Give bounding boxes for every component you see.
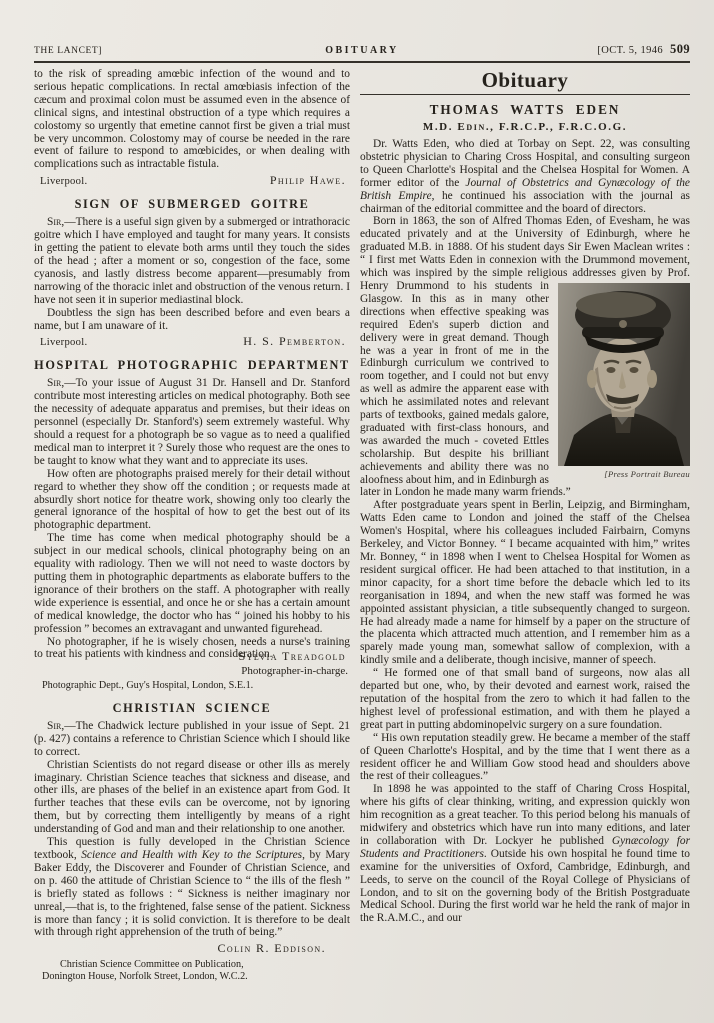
obituary-paragraph-1: Dr. Watts Eden, who died at Torbay on Sept. 22, was consulting obstetric physician to Charing Cross Hospital, and consulting surgeon to Queen Charlotte's Hospital and the Chelsea Hospital for Women. A former editor of the Journal of Obstetrics and Gynæcology of the British Empire, he continued his association with the journal as chairman of the editorial committee and the board of directors. [360,138,690,215]
masthead-date: [OCT. 5, 1946 [597,45,664,56]
signature-name: Colin R. Eddison. [217,941,326,956]
christian-science-paragraph-3: This question is fully developed in the Christian Science textbook, Science and Health with Key to the Scriptures, by Mary Baker Eddy, the Discoverer and Founder of Christian Science, and on p. 460 the attitude of Christian Science to “ the ills of the flesh ” is briefly stated as follows : “ Sickness is neither imaginary nor unreal,—that is, to the frightened, false sense of the patient. Sickness is more than fancy ; it is solid conviction. It is therefore to be dealt with through right apprehension of the truth of being.” [34,836,351,939]
right-column-obituary [360,68,690,983]
signature-row [40,173,350,188]
christian-science-paragraph-2: Christian Scientists do not regard disease or other ills as merely imaginary. Christian Science teaches that sickness and disease, and other ills, are phases of the belief in an existence apart from God. It further teaches that these evils can be overcome, not by ignoring them, but by correcting them intelligently by means of a right understanding of God and man and their relationship to one another. [34,758,350,836]
journal-title-italic: Journal of Obstetrics and Gynæcology of the British Empire [360,176,690,202]
letter-continuation-paragraph: to the risk of spreading amœbic infection of the wound and to serious hepatic complications. In rectal amœbiasis infection of the cæcum and proximal colon must be assumed even in the absence of clinical signs, and intestinal obstruction of a type which requires a colostomy so urgently that emetine cannot first be given a trial must be very uncommon. Colostomy may of course be needed in the rare event of failure to respond to amœbicides, or when dealing with complications such as intractable fistula. [34,68,350,171]
goitre-paragraph-2: Doubtless the sign has been described before and even bears a name, but I am unaware of it. [34,306,350,332]
book-title-italic: Science and Health with Key to the Scriptures [81,849,303,861]
signature-role: Photographer-in-charge. [241,665,348,678]
signature-row [40,334,350,349]
deceased-degrees: M.D. Edin., F.R.C.P., F.R.C.O.G. [422,121,628,133]
photo-dept-paragraph-2: How often are photographs praised merely for their detail without regard to whether they show off the condition ; or requests made at absurdly short notice for theatre work, showing only too clearly the general ignorance of the hospital of how to get the best out of its photographic department. [34,467,350,532]
deceased-name-heading: THOMAS WATTS EDEN [429,102,621,117]
portrait-photo [558,283,690,466]
left-column [34,68,350,983]
signature-place: Liverpool. [40,176,88,188]
sir-salutation: Sir [47,377,62,390]
obituary-paragraph-2: Born in 1863, the son of Alfred Thomas Eden, of Evesham, he was educated privately and at the University of Edinburgh, where he graduated M.B. in 1888. Of his student days Sir Ewen Maclean writes : “ I first met Watts Eden in connexion with the Drummond movement, which was inspired by the simple religious [Press Portrait Bureau addresses given by Prof. Henry Drummond to his students in Glasgow. In this as in many other directions when effective speaking was required Eden's superb diction and delivery were in great demand. Though he was a year in front of me in the Edinburgh curriculum we contrived to room together, and I could not but envy as well as admire the apparent ease with which he assimilated notes and relevant parts of textbooks, gained medals galore, graduated with first-class honours, and was awarded the much - coveted Ettles scholarship. But despite his brilliant achievements and ability there was no aloofness about him, and in Edinburgh as later in London he made many warm friends.” [360,215,690,499]
signature-name: H. S. Pemberton. [243,334,346,349]
masthead [34,42,690,63]
letter-heading-photographic: HOSPITAL PHOTOGRAPHIC DEPARTMENT [34,358,350,373]
photo-dept-paragraph-1: Sir,—To your issue of August 31 Dr. Hansell and Dr. Stanford contribute most interesting articles on medical photography. Both see the necessity of adequate apparatus and premises, but their ideas on personnel (especially Dr. Stanford's) seem extremely wasteful. Why should a request for a photograph be so vague as to need a qualified medical man to interpret it ? Surely those who request are the ones to be taught to know what they want and to appreciate its uses. [34,377,350,467]
book-title-italic: Gynæcology for Students and Practitioners [360,834,691,860]
sir-salutation: Sir [47,216,62,229]
two-column-body [34,68,690,983]
photo-dept-paragraph-4: No photographer, if he is wisely chosen, needs a nurse's training to treat his patients with kindness and consideration. [34,635,350,661]
masthead-date-page [520,42,690,57]
signature-name: Sylvia Treadgold [238,649,346,664]
goitre-paragraph-1: Sir,—There is a useful sign given by a submerged or intrathoracic goitre which I have employed and taught for many years. It consists in getting the patient to elevate both arms until they touch the sides of the head ; after a moment or so, congestion of the face, some cyanosis, and lastly distress become apparent—presumably from narrowing of the thoracic inlet and obstruction of the venous return. I have not seen it in superior mediastinal block. [34,216,350,306]
letter-heading-goitre: SIGN OF SUBMERGED GOITRE [74,197,310,212]
signature-place: Liverpool. [40,337,88,349]
obituary-paragraph-6: In 1898 he was appointed to the staff of Charing Cross Hospital, where his gifts of clear thinking, writing, and expression quickly won him recognition as a great teacher. To this period belong his manuals of midwifery and obstetrics which have run into many editions, and later in collaboration with Dr. Lockyer he published Gynæcology for Students and Practitioners. Outside his own hospital he found time to examine for the universities of Oxford, Cambridge, Edinburgh, and Leeds, to serve on the council of the Royal College of Physicians of London, and to sit on the governing body of the British Postgraduate Medical School. During the first world war he held the rank of major in the R.A.M.C., and our [360,783,691,925]
signature-name: Philip Hawe. [269,173,346,188]
masthead-section: OBITUARY [325,45,399,56]
photo-dept-paragraph-3: The time has come when medical photography should be a subject in our medical schools, clinical photography being on an equality with radiology. Then we will not need to waste doctors by putting them in photographic departments as elaborate buffers to the ignorance of their brothers on the staff. A photographer with really wide experience is essential, and once he or she has a certain amount of medical knowledge, the doctor who has “ joined his hobby to his profession ” becomes an extravagant and unwanted figurehead. [34,532,350,635]
sir-salutation: Sir [47,719,62,732]
photo-credit-caption: [Press Portrait Bureau [604,468,690,479]
letter-heading-christian-science: CHRISTIAN SCIENCE [112,700,272,715]
obituary-section-title: Obituary [360,68,690,95]
correspondent-address: Christian Science Committee on Publication, Donington House, Norfolk Street, London, W.C.2. [42,959,248,982]
christian-science-paragraph-1: Sir,—The Chadwick lecture published in your issue of Sept. 21 (p. 427) contains a reference to Christian Science which I should like to correct. [34,719,350,758]
obituary-paragraph-4: “ He formed one of that small band of surgeons, now alas all departed but one, who, by their devoted and earnest work, raised the reputation of the hospital from the zero to which it had fallen to the highest level of professional estimation, and with them he played a great part in putting abdominopelvic surgery on a sure foundation. [360,667,690,731]
correspondent-address: Photographic Dept., Guy's Hospital, London, S.E.1. [42,680,254,692]
portrait-figure [558,283,690,481]
obituary-paragraph-5: “ His own reputation steadily grew. He became a member of the staff of Queen Charlotte's Hospital, and by the time that I went there as a resident officer he and William Gow stood head and shoulders above the rest of their colleagues.” [360,731,690,783]
masthead-page-number: 509 [670,42,690,56]
masthead-journal-title: THE LANCET] [34,46,103,56]
obituary-paragraph-3: After postgraduate years spent in Berlin, Leipzig, and Birmingham, Watts Eden came to London and joined the staff of the Chelsea Women's Hospital, where his colleagues included Fairbairn, Comyns Berkeley, and Victor Bonney. “ I became acquainted with him,” writes Mr. Bonney, “ in 1898 when I went to Chelsea Hospital for Women as resident surgical officer. He had been attached to that institution, in a minor capacity, for a short time before the debacle which led to its reorganisation in 1894, and when the new staff was formed he was appointed assistant physician, a title subsequently changed to surgeon. He had already made a name for himself by a paper on the structure of the placenta which attracted much attention, and I remember him as a sparely made young man, somewhat sallow of complexion, with a kindly smile and a deliberate, though incisive, manner of speech. [360,499,690,667]
